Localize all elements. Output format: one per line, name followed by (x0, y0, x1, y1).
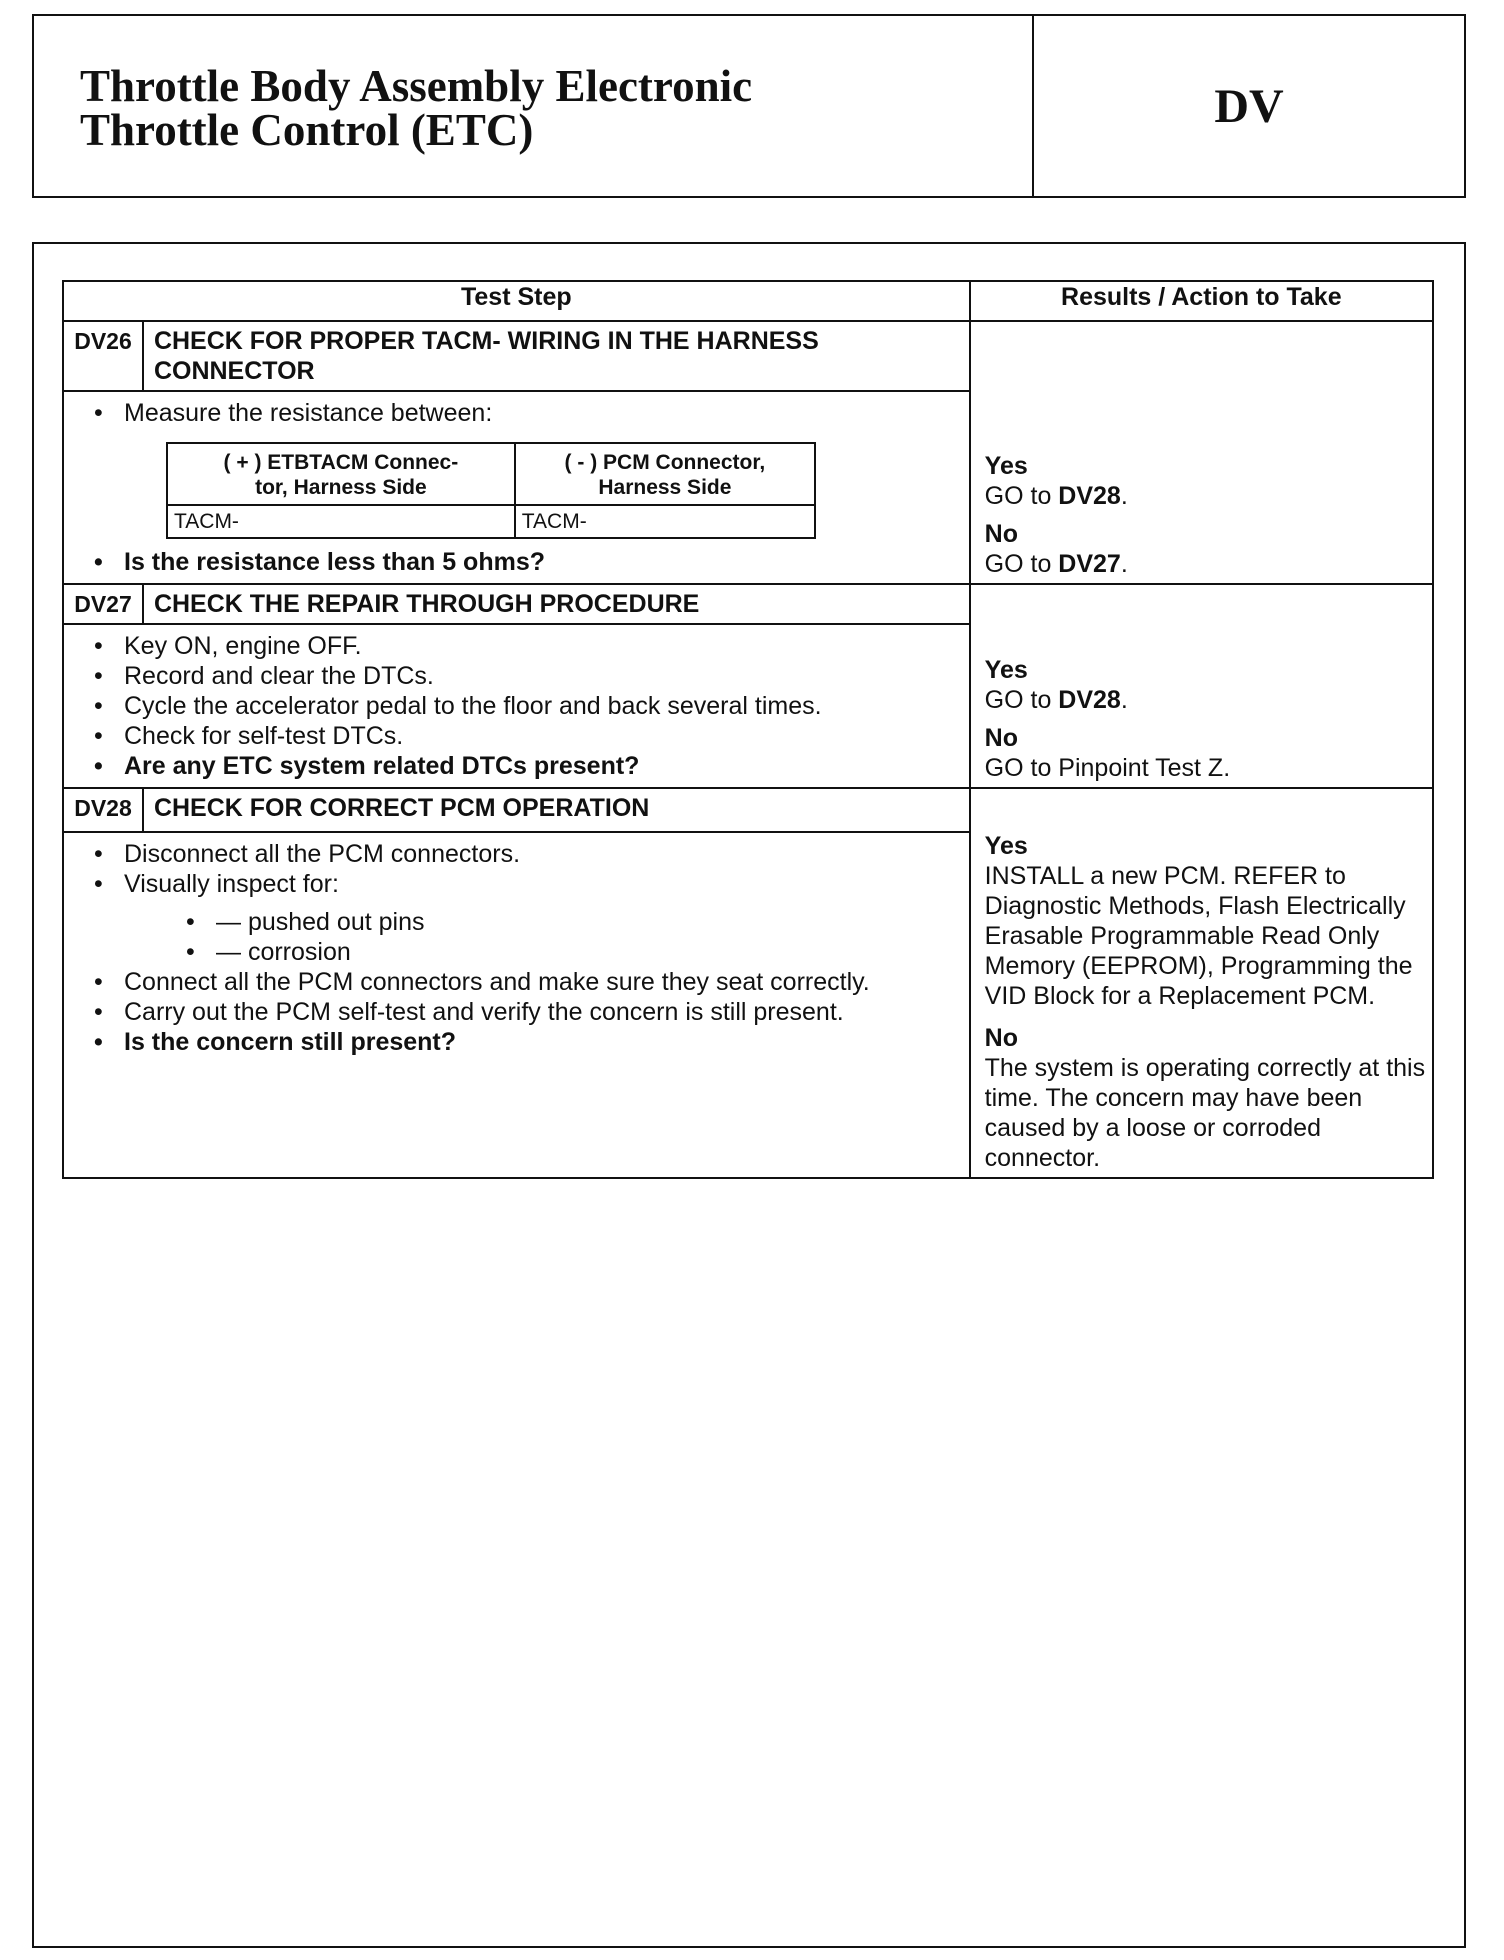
step-instructions (63, 624, 970, 788)
table-header-row (63, 281, 1433, 321)
step-result (970, 788, 1433, 1178)
result-no (985, 723, 1426, 783)
no-action: GO to Pinpoint Test Z. (984, 754, 1231, 782)
no-action: The system is operating correctly at this time. The concern may have been caused by a loose or corroded connector. (984, 1054, 1426, 1172)
result-yes (985, 831, 1426, 1011)
test-step-header: Test Step (63, 281, 970, 321)
step-heading (143, 321, 970, 391)
yes-action: GO to DV28. (984, 686, 1128, 714)
instruction-item: • Key ON, engine OFF. (78, 631, 955, 661)
step-row-dv27 (63, 584, 1433, 624)
sub-item: • — corrosion (170, 937, 955, 967)
title-box (32, 14, 1466, 198)
result-no (985, 519, 1426, 579)
instruction-item: • Connect all the PCM connectors and make sure they seat correctly. (78, 967, 955, 997)
yes-target: DV28 (1058, 482, 1121, 510)
meas-header-positive: ( + ) ETBTACM Connec- tor, Harness Side (167, 443, 515, 505)
result-no (985, 1023, 1426, 1173)
step-result (970, 321, 1433, 584)
no-label: No (984, 520, 1018, 548)
no-action: GO to DV27. (984, 550, 1128, 578)
question-item: • Are any ETC system related DTCs present? (78, 751, 955, 781)
step-heading: CHECK FOR CORRECT PCM OPERATION (143, 788, 970, 832)
question-item: • Is the resistance less than 5 ohms? (78, 547, 955, 577)
step-heading-line: CONNECTOR (153, 357, 315, 385)
step-code: DV28 (63, 788, 143, 832)
yes-label: Yes (984, 656, 1028, 684)
title-line-2: Throttle Control (ETC) (80, 105, 534, 155)
inspection-sublist (170, 907, 955, 967)
no-label: No (984, 1024, 1018, 1052)
meas-value-positive: TACM- (167, 505, 515, 538)
test-step-table (62, 280, 1434, 1179)
no-label: No (984, 724, 1018, 752)
instruction-item: • Record and clear the DTCs. (78, 661, 955, 691)
meas-header-negative: ( - ) PCM Connector, Harness Side (515, 443, 815, 505)
step-row-dv26 (63, 321, 1433, 391)
yes-label: Yes (984, 832, 1028, 860)
instruction-item: • Check for self-test DTCs. (78, 721, 955, 751)
instruction-item: • Disconnect all the PCM connectors. (78, 839, 955, 869)
step-heading-line: CHECK FOR PROPER TACM- WIRING IN THE HARNESS (153, 327, 819, 355)
step-code: DV27 (63, 584, 143, 624)
yes-target: DV28 (1058, 686, 1121, 714)
step-instructions (63, 832, 970, 1178)
question-item: • Is the concern still present? (78, 1027, 955, 1057)
results-header: Results / Action to Take (970, 281, 1433, 321)
section-code: DV (1214, 79, 1284, 133)
no-target: DV27 (1058, 550, 1121, 578)
instruction-item: • Carry out the PCM self-test and verify the concern is still present. (78, 997, 955, 1027)
result-yes (985, 655, 1426, 715)
yes-action: INSTALL a new PCM. REFER to Diagnostic Methods, Flash Electrically Erasable Programmable Read Only Memory (EEPROM), Programming the VID Block for a Replacement PCM. (984, 862, 1413, 1010)
step-result (970, 584, 1433, 788)
instruction-item: • Visually inspect for: • — pushed out pins • — corrosion (78, 869, 955, 967)
page-title (34, 16, 1034, 196)
meas-value-negative: TACM- (515, 505, 815, 538)
step-instructions (63, 391, 970, 584)
instruction-item: • Measure the resistance between: (78, 398, 955, 428)
measurement-table (166, 442, 816, 539)
step-code: DV26 (63, 321, 143, 391)
step-heading: CHECK THE REPAIR THROUGH PROCEDURE (143, 584, 970, 624)
yes-action: GO to DV28. (984, 482, 1128, 510)
yes-label: Yes (984, 452, 1028, 480)
result-yes (985, 451, 1426, 511)
step-row-dv28 (63, 788, 1433, 832)
sub-item: • — pushed out pins (170, 907, 955, 937)
instruction-item: • Cycle the accelerator pedal to the floor and back several times. (78, 691, 955, 721)
title-line-1: Throttle Body Assembly Electronic (80, 61, 753, 111)
